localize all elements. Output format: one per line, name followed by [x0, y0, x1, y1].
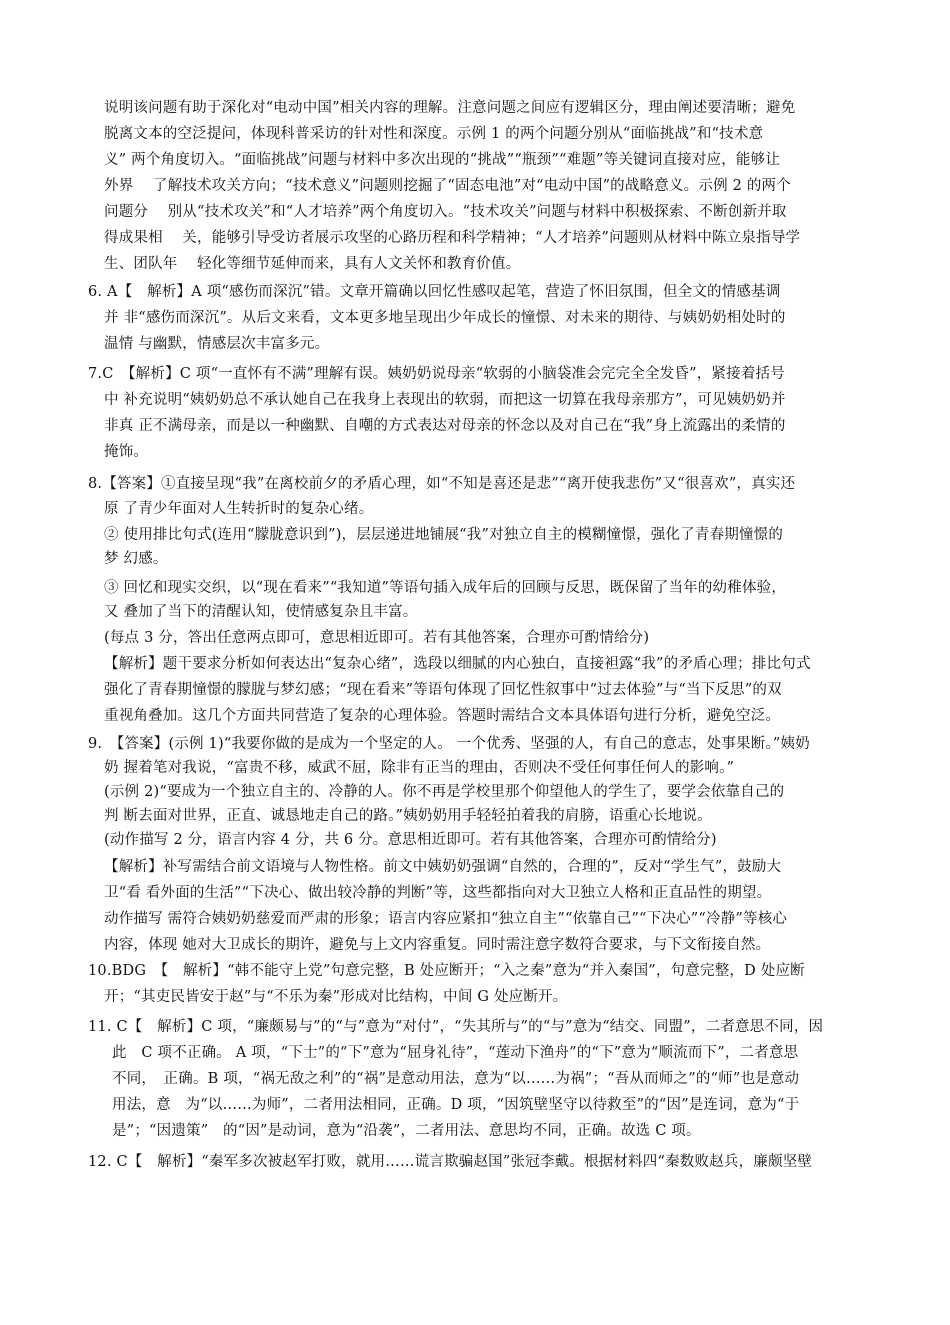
- text-line: (示例 2)“要成为一个独立自主的、冷静的人。你不再是学校里那个仰望他人的学生了，要学会依靠自己的: [104, 784, 785, 800]
- scoring-note: (动作描写 2 分，语言内容 4 分，共 6 分。意思相近即可。若有其他答案，合理亦可酌情给分): [104, 832, 717, 848]
- text-line: 8.【答案】①直接呈现“我”在离校前夕的矛盾心理，如“不知是喜还是悲”“离开使我悲伤”又“很喜欢”，真实还: [88, 476, 796, 492]
- text-line: 并 非“感伤而深沉”。从后文来看，文本更多地呈现出少年成长的憧憬、对未来的期待、与姨奶奶相处时的: [104, 310, 786, 326]
- text-line: ③ 回忆和现实交织，以“现在看来”“我知道”等语句插入成年后的回顾与反思，既保留了当年的幼稚体验，: [104, 580, 787, 596]
- text-line: 掩饰。: [104, 444, 149, 460]
- text-line: 用法，意 为“以……为师”，二者用法相同，正确。D 项，“因筑壁坚守以待救至”的“因”是连词，意为“于: [112, 1097, 800, 1113]
- text-line: 奶 握着笔对我说，“富贵不移，威武不屈，除非有正当的理由，否则决不受任何事任何人的影响。”: [104, 760, 735, 776]
- text-line: 又 叠加了当下的清醒认知，使情感复杂且丰富。: [104, 604, 418, 620]
- text-line: 温情 与幽默，情感层次丰富多元。: [104, 336, 330, 352]
- text-line: 10.BDG 【 解析】“韩不能守上党”句意完整，B 处应断开；“入之秦”意为“并入秦国”，句意完整，D 处应断: [88, 963, 805, 979]
- text-line: 原 了青少年面对人生转折时的复杂心绪。: [104, 501, 374, 517]
- text-line: 外界 了解技术攻关方向；“技术意义”问题则挖掘了“固态电池”对“电动中国”的战略意义。示例 2 的两个: [104, 178, 791, 194]
- text-line: 此 C 项不正确。 A 项，“下士”的“下”意为“屈身礼待”，“莲动下渔舟”的“下”意为“顺流而下”，二者意思: [112, 1045, 799, 1061]
- scoring-note: (每点 3 分，答出任意两点即可，意思相近即可。若有其他答案，合理亦可酌情给分): [104, 630, 650, 646]
- text-line: 动作描写 需符合姨奶奶慈爱而严肃的形象；语言内容应紧扣“独立自主”“依靠自己”“下决心”“冷静”等核心: [104, 911, 788, 927]
- text-line: 生、团队年 轻化等细节延伸而来，具有人文关怀和教育价值。: [104, 256, 521, 272]
- text-line: 【解析】补写需结合前文语境与人物性格。前文中姨奶奶强调“自然的，合理的”，反对“学生气”，鼓励大: [104, 859, 782, 875]
- text-line: 说明该问题有助于深化对“电动中国”相关内容的理解。注意问题之间应有逻辑区分，理由阐述要清晰；避免: [104, 100, 796, 116]
- text-line: 判 断去面对世界，正直、诚恳地走自己的路。”姨奶奶用手轻轻拍着我的肩膀，语重心长地说。: [104, 808, 712, 824]
- text-line: 6. A【 解析】A 项“感伤而深沉”错。文章开篇确以回忆性感叹起笔，营造了怀旧氛围，但全文的情感基调: [88, 284, 781, 300]
- text-line: 9. 【答案】(示例 1)“我要你做的是成为一个坚定的人。 一个优秀、坚强的人，有自己的意志，处事果断。”姨奶: [88, 736, 810, 752]
- text-line: 7.C 【解析】C 项“一直怀有不满”理解有误。姨奶奶说母亲“软弱的小脑袋准会完完全全发昏”，紧接着括号: [88, 366, 785, 382]
- text-line: 梦 幻感。: [104, 551, 168, 567]
- text-line: 内容，体现 她对大卫成长的期许，避免与上文内容重复。同时需注意字数符合要求，与下文衔接自然。: [104, 937, 771, 953]
- text-line: 强化了青春期憧憬的朦胧与梦幻感；“现在看来”等语句体现了回忆性叙事中“过去体验”与“当下反思”的双: [104, 682, 782, 698]
- text-line: 问题分 别从“技术攻关”和“人才培养”两个角度切入。“技术攻关”问题与材料中积极探索、不断创新并取: [104, 204, 787, 220]
- text-line: 中 补充说明“姨奶奶总不承认她自己在我身上表现出的软弱，而把这一切算在我母亲那方”，可见姨奶奶并: [104, 392, 786, 408]
- text-line: 12. C【 解析】“秦军多次被赵军打败，就用……谎言欺骗赵国”张冠李戴。根据材料四“秦数败赵兵，廉颇坚壁: [88, 1154, 813, 1170]
- text-line: 义” 两个角度切入。“面临挑战”问题与材料中多次出现的“挑战”“瓶颈”“难题”等关键词直接对应，能够让: [104, 152, 781, 168]
- text-line: 得成果相 关，能够引导受访者展示攻坚的心路历程和科学精神；“人才培养”问题则从材料中陈立泉指导学: [104, 230, 801, 246]
- text-line: 重视角叠加。这几个方面共同营造了复杂的心理体验。答题时需结合文本具体语句进行分析，避免空泛。: [104, 708, 781, 724]
- text-line: 【解析】题干要求分析如何表达出“复杂心绪”，选段以细腻的内心独白，直接袒露“我”的矛盾心理；排比句式: [104, 656, 811, 672]
- text-line: 11. C【 解析】C 项，“廉颇易与”的“与”意为“对付”，“失其所与”的“与”意为“结交、同盟”，二者意思不同，因: [88, 1019, 824, 1035]
- text-line: 不同， 正确。B 项，“祸无敌之利”的“祸”是意动用法，意为“以……为祸”；“吾从而师之”的“师”也是意动: [112, 1071, 800, 1087]
- text-line: 卫“看 看外面的生活”“下决心、做出较冷静的判断”等，这些都指向对大卫独立人格和正直品性的期望。: [104, 885, 772, 901]
- text-line: 是”；“因遗策” 的“因”是动词，意为“沿袭”，二者用法、意思均不同，正确。故选 C 项。: [112, 1123, 701, 1139]
- text-line: ② 使用排比句式(连用“朦胧意识到”)，层层递进地铺展“我”对独立自主的模糊憧憬，强化了青春期憧憬的: [104, 527, 784, 543]
- text-line: 开；“其吏民皆安于赵”与“不乐为秦”形成对比结构，中间 G 处应断开。: [104, 989, 568, 1005]
- text-line: 脱离文本的空泛提问，体现科普采访的针对性和深度。示例 1 的两个问题分别从“面临挑战”和“技术意: [104, 126, 764, 142]
- text-line: 非真 正不满母亲，而是以一种幽默、自嘲的方式表达对母亲的怀念以及对自己在“我”身上流露出的柔情的: [104, 418, 786, 434]
